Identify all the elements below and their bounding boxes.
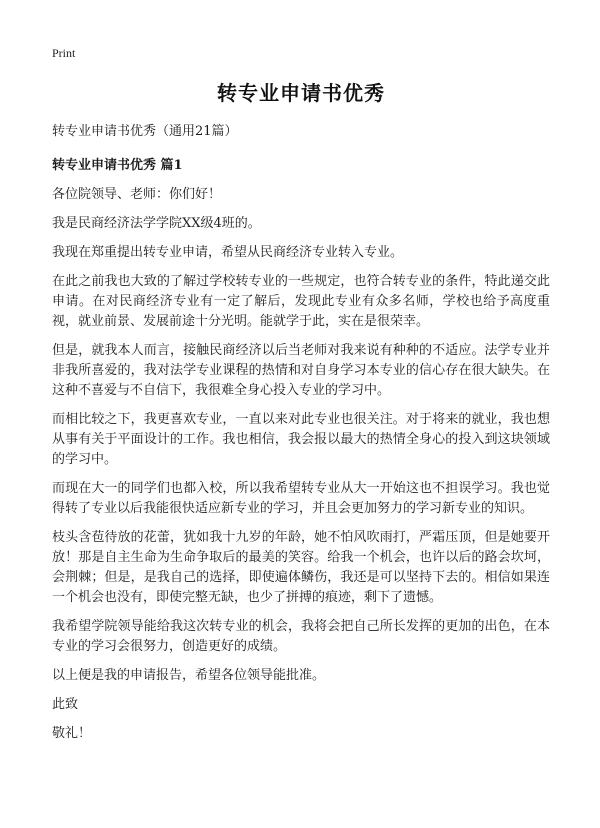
paragraph-hope: 我希望学院领导能给我这次转专业的机会，我将会把自己所长发挥的更加的出色，在本专业的学习会很努力，创造更好的成绩。	[52, 619, 550, 654]
paragraph-salutation: 此致	[52, 697, 79, 712]
document-subtitle: 转专业申请书优秀（通用21篇）	[52, 124, 238, 139]
section-heading: 转专业申请书优秀 篇1	[52, 158, 183, 173]
paragraph-background: 在此之前我也大致的了解过学校转专业的一些规定，也符合转专业的条件，特此递交此申请。在对民商经济专业有一定了解后，发现此专业有众多名师，学校也给予高度重视，就业前景、发展前途十分光明。能就学于此，实在是很荣幸。	[52, 274, 550, 329]
paragraph-intro: 我是民商经济法学学院XX级4班的。	[52, 216, 261, 231]
print-link[interactable]: Print	[52, 46, 76, 60]
paragraph-timing: 而现在大一的同学们也都入校，所以我希望转专业从大一开始这也不担误学习。我也觉得转了专业以后我能很快适应新专业的学习，并且会更加努力的学习新专业的知识。	[52, 481, 550, 516]
paragraph-reason: 但是，就我本人而言，接触民商经济以后当老师对我来说有种种的不适应。法学专业并非我所喜爱的，我对法学专业课程的热情和对自身学习本专业的信心存在很大缺失。在这种不喜爱与不自信下，我很难全身心投入专业的学习中。	[52, 343, 550, 398]
document-title: 转专业申请书优秀	[217, 81, 385, 105]
paragraph-aspiration: 枝头含苞待放的花蕾，犹如我十九岁的年龄，她不怕风吹雨打，严霜压顶，但是她要开放！那是自主生命为生命争取后的最美的笑容。给我一个机会，也许以后的路会坎坷，会荆棘；但是，是我自己的选择，即使遍体鳞伤，我还是可以坚持下去的。相信如果连一个机会也没有，即使完整无缺，也少了拼搏的痕迹，剩下了遗憾。	[52, 530, 550, 605]
paragraph-interest: 而相比较之下，我更喜欢专业，一直以来对此专业也很关注。对于将来的就业，我也想从事有关于平面设计的工作。我也相信，我会报以最大的热情全身心的投入到这块领域的学习中。	[52, 412, 550, 467]
paragraph-closing: 以上便是我的申请报告，希望各位领导能批准。	[52, 668, 326, 683]
paragraph-regards: 敬礼！	[52, 726, 92, 741]
paragraph-greeting: 各位院领导、老师：你们好！	[52, 187, 222, 202]
paragraph-request: 我现在郑重提出转专业申请，希望从民商经济专业转入专业。	[52, 245, 404, 260]
